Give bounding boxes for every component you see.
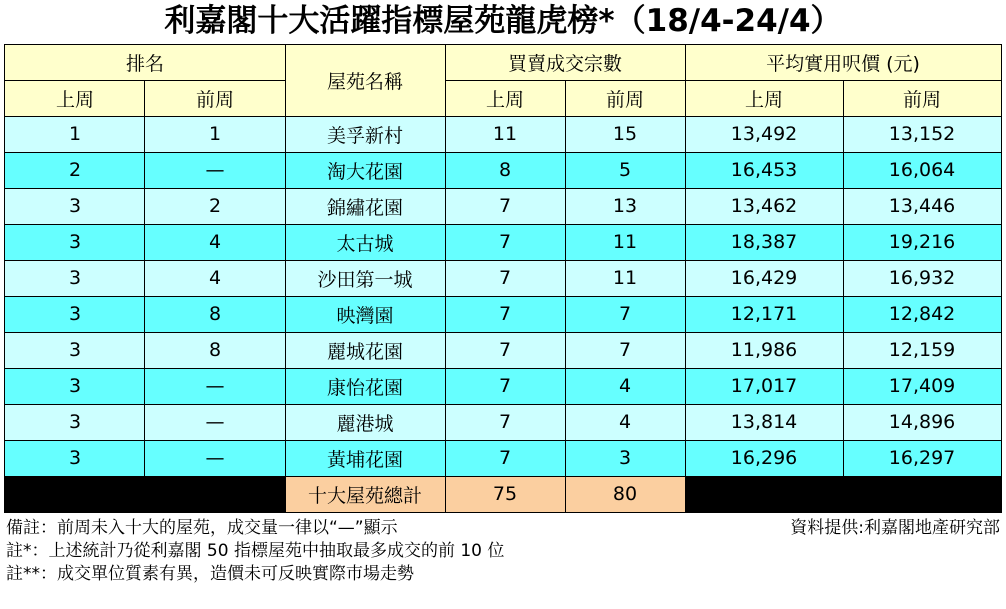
cell-estate-name: 錦繡花園 <box>285 188 445 224</box>
cell-rank-prev: 8 <box>145 296 285 332</box>
subheader-tx-prev-week: 前周 <box>565 80 685 116</box>
cell-rank-this: 3 <box>5 188 145 224</box>
cell-rank-this: 2 <box>5 152 145 188</box>
total-spacer-right <box>685 476 1001 512</box>
subheader-price-prev-week: 前周 <box>843 80 1001 116</box>
cell-tx-this: 7 <box>445 368 565 404</box>
footnote-remark: 備註：前周未入十大的屋苑，成交量一律以“—”顯示 <box>6 517 398 538</box>
cell-price-this: 13,462 <box>685 188 843 224</box>
cell-rank-this: 3 <box>5 224 145 260</box>
footnotes <box>0 517 1006 586</box>
subheader-tx-this-week: 上周 <box>445 80 565 116</box>
cell-rank-this: 1 <box>5 116 145 152</box>
total-tx-prev: 80 <box>565 476 685 512</box>
cell-price-this: 13,814 <box>685 404 843 440</box>
cell-tx-prev: 5 <box>565 152 685 188</box>
cell-tx-prev: 3 <box>565 440 685 476</box>
footnote-line-3: 註**：成交單位質素有異，造價未可反映實際巿場走勢 <box>6 563 414 584</box>
cell-price-prev: 12,159 <box>843 332 1001 368</box>
cell-price-prev: 16,297 <box>843 440 1001 476</box>
table-row <box>5 440 1001 476</box>
cell-tx-this: 7 <box>445 404 565 440</box>
cell-rank-prev: 4 <box>145 260 285 296</box>
page-title: 利嘉閣十大活躍指標屋苑龍虎榜*（18/4-24/4） <box>164 3 842 39</box>
cell-estate-name: 黃埔花園 <box>285 440 445 476</box>
total-tx-this: 75 <box>445 476 565 512</box>
estate-ranking-table <box>4 44 1001 513</box>
cell-price-this: 16,429 <box>685 260 843 296</box>
cell-estate-name: 映灣園 <box>285 296 445 332</box>
table-row <box>5 224 1001 260</box>
cell-tx-this: 11 <box>445 116 565 152</box>
cell-rank-prev: 2 <box>145 188 285 224</box>
cell-price-prev: 13,152 <box>843 116 1001 152</box>
cell-rank-prev: 4 <box>145 224 285 260</box>
cell-price-this: 17,017 <box>685 368 843 404</box>
cell-price-prev: 16,064 <box>843 152 1001 188</box>
table-row <box>5 404 1001 440</box>
cell-price-prev: 16,932 <box>843 260 1001 296</box>
header-transactions: 買賣成交宗數 <box>445 44 685 80</box>
cell-price-this: 11,986 <box>685 332 843 368</box>
cell-tx-this: 7 <box>445 260 565 296</box>
cell-tx-this: 7 <box>445 440 565 476</box>
cell-price-prev: 13,446 <box>843 188 1001 224</box>
header-rank: 排名 <box>5 44 285 80</box>
cell-price-this: 16,453 <box>685 152 843 188</box>
subheader-rank-this-week: 上周 <box>5 80 145 116</box>
cell-tx-this: 7 <box>445 296 565 332</box>
cell-rank-this: 3 <box>5 368 145 404</box>
cell-rank-this: 3 <box>5 440 145 476</box>
cell-tx-prev: 11 <box>565 224 685 260</box>
cell-price-prev: 17,409 <box>843 368 1001 404</box>
table-row <box>5 296 1001 332</box>
subheader-rank-prev-week: 前周 <box>145 80 285 116</box>
cell-rank-this: 3 <box>5 260 145 296</box>
table-sub-header-row <box>5 80 1001 116</box>
cell-tx-prev: 13 <box>565 188 685 224</box>
total-label: 十大屋苑總計 <box>285 476 445 512</box>
cell-estate-name: 美孚新村 <box>285 116 445 152</box>
table-row <box>5 260 1001 296</box>
cell-tx-prev: 4 <box>565 404 685 440</box>
footnote-line-2: 註*：上述統計乃從利嘉閣 50 指標屋苑中抽取最多成交的前 10 位 <box>6 540 505 561</box>
table-group-header-row <box>5 44 1001 80</box>
table-row <box>5 116 1001 152</box>
cell-rank-prev: 8 <box>145 332 285 368</box>
cell-tx-this: 7 <box>445 224 565 260</box>
cell-price-this: 13,492 <box>685 116 843 152</box>
cell-estate-name: 麗港城 <box>285 404 445 440</box>
cell-price-this: 12,171 <box>685 296 843 332</box>
cell-rank-prev: — <box>145 404 285 440</box>
header-estate: 屋苑名稱 <box>285 44 445 116</box>
cell-price-prev: 12,842 <box>843 296 1001 332</box>
cell-rank-prev: — <box>145 440 285 476</box>
cell-tx-this: 7 <box>445 332 565 368</box>
cell-rank-this: 3 <box>5 404 145 440</box>
cell-tx-prev: 15 <box>565 116 685 152</box>
cell-estate-name: 沙田第一城 <box>285 260 445 296</box>
table-head <box>5 44 1001 116</box>
cell-tx-prev: 7 <box>565 332 685 368</box>
cell-rank-prev: — <box>145 152 285 188</box>
cell-estate-name: 淘大花園 <box>285 152 445 188</box>
cell-tx-prev: 11 <box>565 260 685 296</box>
cell-estate-name: 太古城 <box>285 224 445 260</box>
cell-tx-prev: 7 <box>565 296 685 332</box>
table-total-row <box>5 476 1001 512</box>
cell-estate-name: 康怡花園 <box>285 368 445 404</box>
cell-tx-this: 8 <box>445 152 565 188</box>
table-row <box>5 332 1001 368</box>
total-spacer-left <box>5 476 285 512</box>
cell-rank-this: 3 <box>5 332 145 368</box>
cell-price-prev: 19,216 <box>843 224 1001 260</box>
cell-price-this: 16,296 <box>685 440 843 476</box>
cell-tx-this: 7 <box>445 188 565 224</box>
subheader-price-this-week: 上周 <box>685 80 843 116</box>
cell-rank-prev: — <box>145 368 285 404</box>
footnote-line-1 <box>6 517 1000 540</box>
header-price: 平均實用呎價 (元) <box>685 44 1001 80</box>
cell-rank-this: 3 <box>5 296 145 332</box>
cell-price-prev: 14,896 <box>843 404 1001 440</box>
table-row <box>5 152 1001 188</box>
footnote-source: 資料提供:利嘉閣地產研究部 <box>790 517 1000 538</box>
table-row <box>5 368 1001 404</box>
cell-tx-prev: 4 <box>565 368 685 404</box>
cell-estate-name: 麗城花園 <box>285 332 445 368</box>
table-row <box>5 188 1001 224</box>
cell-rank-prev: 1 <box>145 116 285 152</box>
cell-price-this: 18,387 <box>685 224 843 260</box>
table-body <box>5 116 1001 512</box>
